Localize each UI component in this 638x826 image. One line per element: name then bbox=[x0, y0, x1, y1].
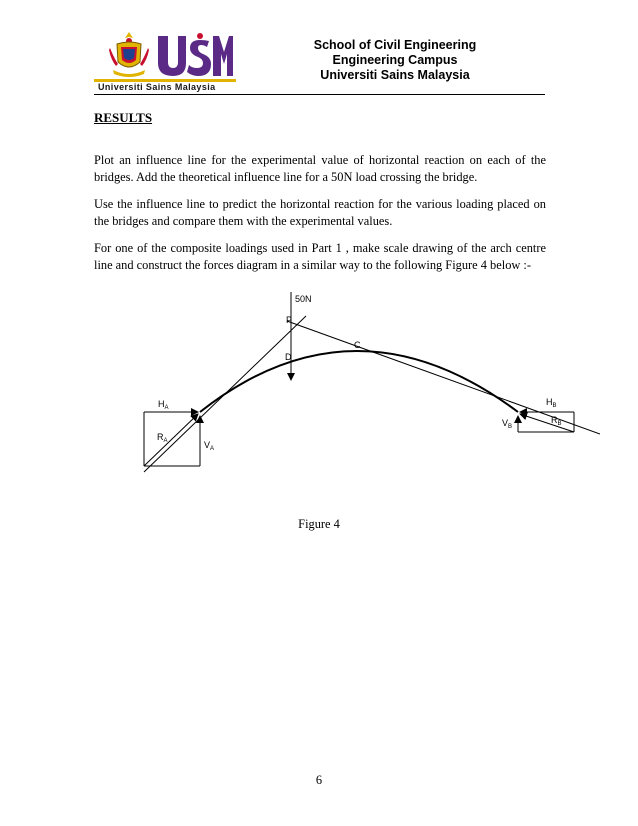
paragraph-1: Plot an influence line for the experimental value of horizontal reaction on each of the bridges. Add the theoretical influence line for a 50N load crossing the bridge. bbox=[94, 153, 546, 184]
header-divider bbox=[94, 94, 545, 95]
label-hb: $H_B$ bbox=[546, 397, 557, 409]
header-university: Universiti Sains Malaysia bbox=[320, 68, 470, 82]
label-d: D bbox=[285, 352, 292, 362]
arch-force-diagram bbox=[130, 290, 600, 480]
arch-centre-line bbox=[200, 351, 518, 412]
university-logo bbox=[94, 24, 236, 94]
header-school: School of Civil Engineering bbox=[313, 38, 477, 52]
figure-caption: Figure 4 bbox=[298, 517, 340, 531]
section-title: RESULTS bbox=[94, 110, 153, 125]
label-c: C bbox=[354, 340, 361, 350]
paragraph-3: For one of the composite loadings used in Part 1 , make scale drawing of the arch centre line and construct the forces diagram in a similar way to the following Figure 4 below :- bbox=[94, 241, 546, 272]
usm-wordmark-icon bbox=[156, 32, 234, 80]
label-rb: $R_B$ bbox=[551, 415, 562, 427]
label-ha: $H_A$ bbox=[158, 399, 169, 411]
label-p: P bbox=[286, 315, 293, 325]
page-number: 6 bbox=[315, 773, 323, 787]
logo-caption: Universiti Sains Malaysia bbox=[98, 82, 216, 92]
ra-arrow bbox=[144, 414, 198, 466]
thrust-line-a bbox=[144, 316, 306, 472]
rb-arrow bbox=[520, 414, 574, 432]
header-institution bbox=[300, 38, 490, 83]
label-ra: $R_A$ bbox=[157, 432, 168, 444]
label-50n: 50N bbox=[295, 294, 312, 304]
label-vb: $V_B$ bbox=[502, 418, 513, 430]
paragraph-2: Use the influence line to predict the horizontal reaction for the various loading placed on the bridges and compare them with the experimental values. bbox=[94, 197, 546, 228]
label-va: $V_A$ bbox=[204, 440, 215, 452]
usm-crest-logo-icon bbox=[108, 30, 150, 80]
header-campus: Engineering Campus bbox=[332, 53, 458, 67]
